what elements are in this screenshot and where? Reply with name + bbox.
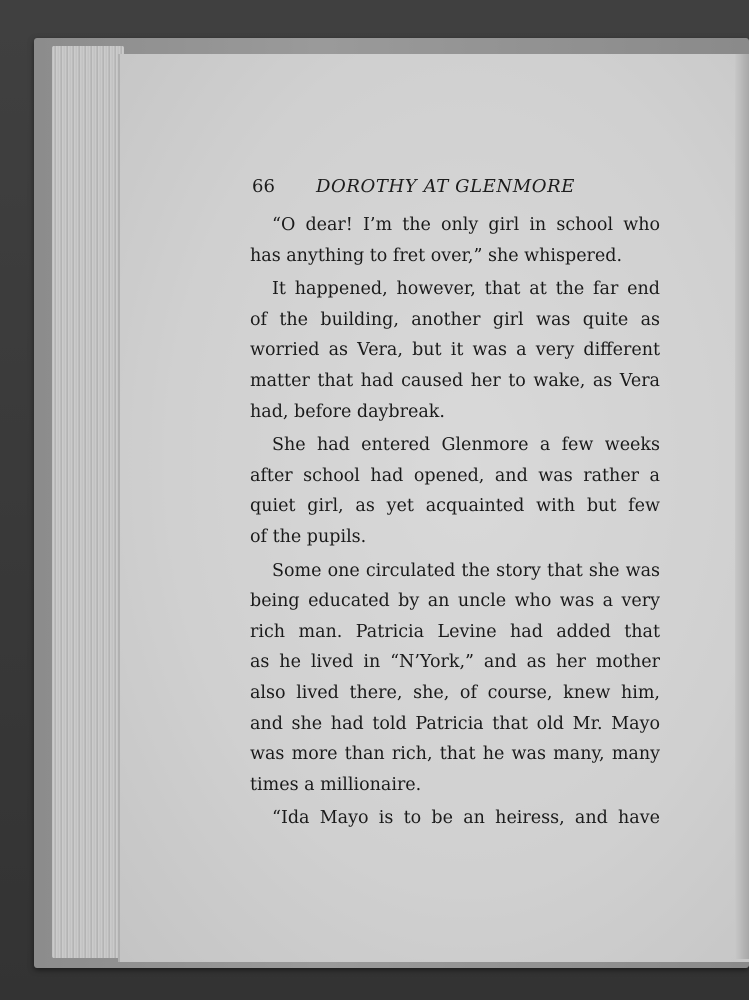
text-line: also lived there, she, of course, knew him, <box>250 682 660 703</box>
text-line: Some one circulated the story that she was <box>272 560 660 581</box>
page-edges <box>52 46 124 958</box>
text-line: She had entered Glenmore a few weeks <box>272 435 660 456</box>
body-text <box>250 210 660 834</box>
text-line: of the building, another girl was quite as <box>250 309 660 330</box>
text-line: “Ida Mayo is to be an heiress, and have <box>272 808 660 829</box>
page-number: 66 <box>252 176 275 197</box>
text-line: after school had opened, and was rather a <box>250 465 660 486</box>
text-line: had, before daybreak. <box>250 401 445 422</box>
text-line: It happened, however, that at the far end <box>272 279 660 300</box>
facing-page-edge <box>735 54 749 959</box>
text-line: as he lived in “N’York,” and as her mother <box>250 652 660 673</box>
text-line: rich man. Patricia Levine had added that <box>250 621 660 642</box>
text-line: times a millionaire. <box>250 774 422 795</box>
running-title: DOROTHY AT GLENMORE <box>316 176 576 197</box>
text-line: was more than rich, that he was many, many <box>250 744 660 765</box>
text-line: has anything to fret over,” she whispered. <box>250 245 623 266</box>
text-line: being educated by an uncle who was a very <box>250 591 660 612</box>
text-line: and she had told Patricia that old Mr. Mayo <box>250 713 660 734</box>
text-line: matter that had caused her to wake, as Vera <box>250 370 660 391</box>
running-head <box>252 176 592 202</box>
text-line: worried as Vera, but it was a very different <box>250 340 660 361</box>
text-line: “O dear! I’m the only girl in school who <box>272 215 660 235</box>
text-line: quiet girl, as yet acquainted with but few <box>250 496 660 517</box>
text-line: of the pupils. <box>250 526 367 547</box>
